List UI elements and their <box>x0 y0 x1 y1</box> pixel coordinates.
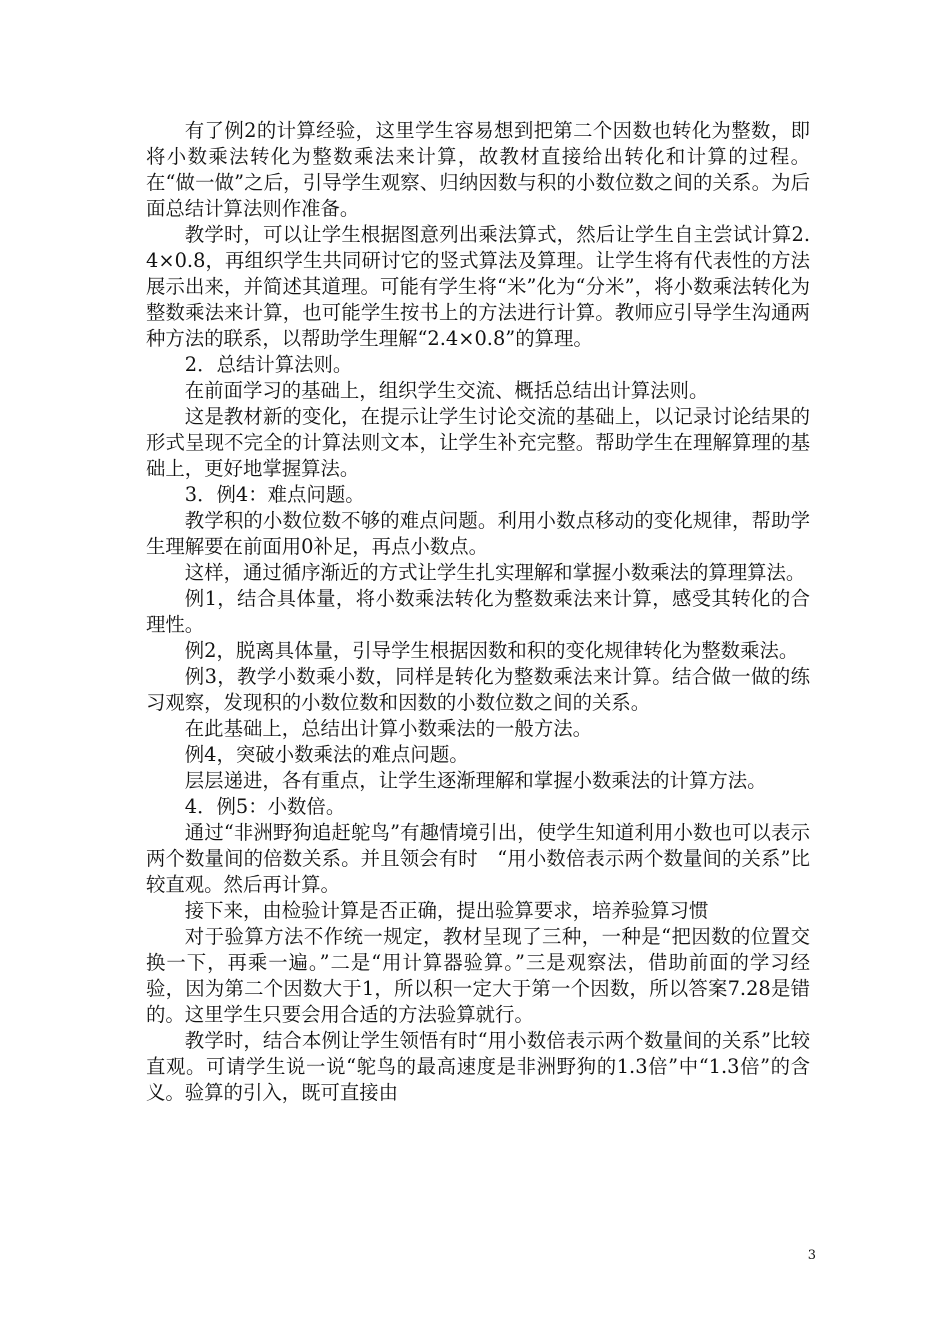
paragraph: 这样，通过循序渐近的方式让学生扎实理解和掌握小数乘法的算理算法。 <box>184 561 806 584</box>
paragraph: 在此基础上，总结出计算小数乘法的一般方法。 <box>184 717 592 740</box>
paragraph: 通过“非洲野狗追赶鸵鸟”有趣情境引出，使学生知道利用小数也可以表示两个数量间的倍数关系。并且领会有时 “用小数倍表示两个数量间的关系”比较直观。然后再计算。 <box>146 821 810 896</box>
page-number: 3 <box>807 1248 816 1263</box>
section-heading: 3．例4：难点问题。 <box>184 483 365 506</box>
paragraph: 对于验算方法不作统一规定，教材呈现了三种，一种是“把因数的位置交换一下，再乘一遍。”二是“用计算器验算。”三是观察法，借助前面的学习经验，因为第二个因数大于1，所以积一定大于第一个因数，所以答案7.28是错的。这里学生只要会用合适的方法验算就行。 <box>146 925 810 1026</box>
paragraph: 教学时，结合本例让学生领悟有时“用小数倍表示两个数量间的关系”比较直观。可请学生说一说“鸵鸟的最高速度是非洲野狗的1.3倍”中“1.3倍”的含义。验算的引入，既可直接由 <box>146 1029 810 1104</box>
paragraph: 例1，结合具体量，将小数乘法转化为整数乘法来计算，感受其转化的合理性。 <box>146 587 810 636</box>
section-heading: 4．例5：小数倍。 <box>184 795 346 818</box>
paragraph: 例4，突破小数乘法的难点问题。 <box>184 743 469 766</box>
paragraph: 接下来，由检验计算是否正确，提出验算要求，培养验算习惯 <box>184 899 709 922</box>
paragraph: 教学积的小数位数不够的难点问题。利用小数点移动的变化规律，帮助学生理解要在前面用0补足，再点小数点。 <box>146 509 810 558</box>
paragraph: 这是教材新的变化，在提示让学生讨论交流的基础上，以记录讨论结果的形式呈现不完全的计算法则文本，让学生补充完整。帮助学生在理解算理的基础上，更好地掌握算法。 <box>146 405 810 480</box>
paragraph: 例3，教学小数乘小数，同样是转化为整数乘法来计算。结合做一做的练习观察，发现积的小数位数和因数的小数位数之间的关系。 <box>146 665 810 714</box>
paragraph: 层层递进，各有重点，让学生逐渐理解和掌握小数乘法的计算方法。 <box>184 769 767 792</box>
section-heading: 2．总结计算法则。 <box>184 353 353 376</box>
paragraph: 例2，脱离具体量，引导学生根据因数和积的变化规律转化为整数乘法。 <box>184 639 799 662</box>
paragraph: 在前面学习的基础上，组织学生交流、概括总结出计算法则。 <box>184 379 709 402</box>
document-body <box>146 118 810 1106</box>
paragraph: 有了例2的计算经验，这里学生容易想到把第二个因数也转化为整数，即将小数乘法转化为整数乘法来计算，故教材直接给出转化和计算的过程。在“做一做”之后，引导学生观察、归纳因数与积的小数位数之间的关系。为后面总结计算法则作准备。 <box>146 119 810 220</box>
paragraph: 教学时，可以让学生根据图意列出乘法算式，然后让学生自主尝试计算2.4×0.8，再组织学生共同研讨它的竖式算法及算理。让学生将有代表性的方法展示出来，并简述其道理。可能有学生将“米”化为“分米”，将小数乘法转化为整数乘法来计算，也可能学生按书上的方法进行计算。教师应引导学生沟通两种方法的联系，以帮助学生理解“2.4×0.8”的算理。 <box>146 223 810 350</box>
